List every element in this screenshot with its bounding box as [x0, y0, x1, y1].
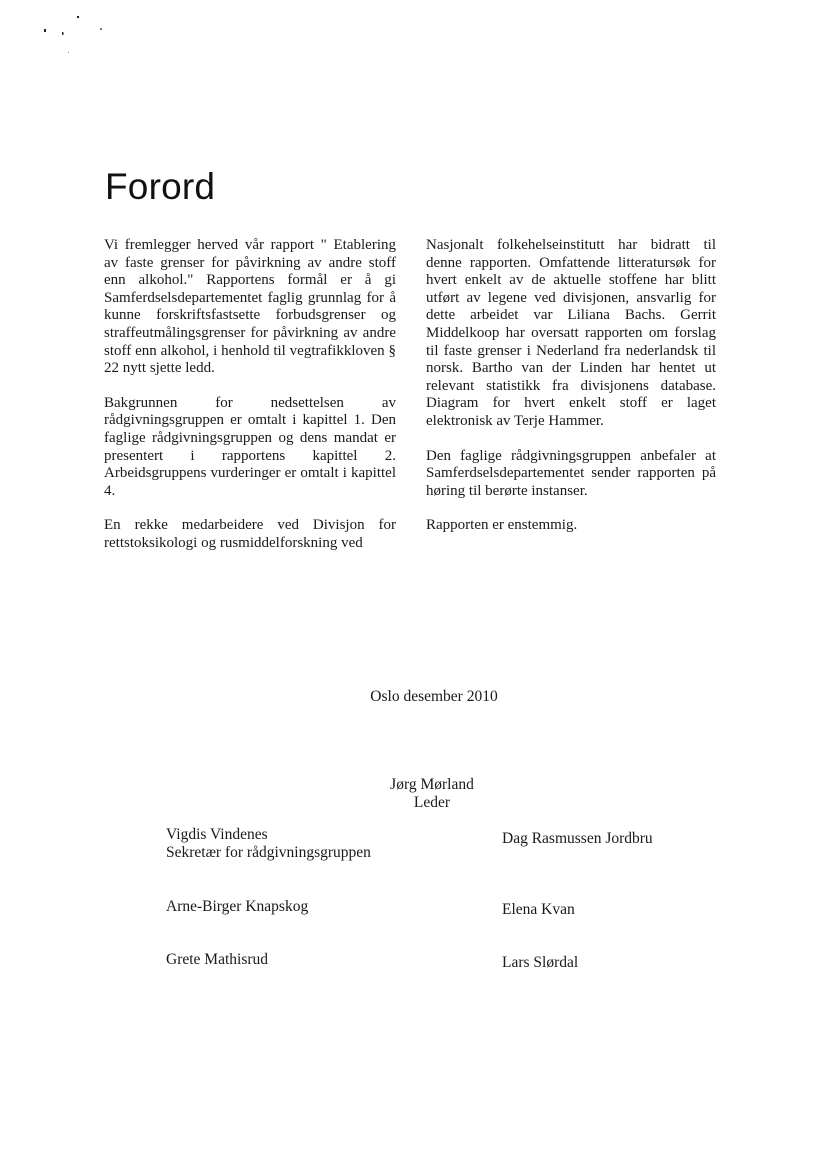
left-text-column — [104, 237, 396, 570]
paragraph: En rekke medarbeidere ved Divisjon for rettstoksikologi og rusmiddelforskning ved — [104, 517, 396, 551]
signatory — [502, 954, 578, 972]
signatory-name: Grete Mathisrud — [166, 951, 269, 968]
leader-name: Jørg Mørland — [390, 776, 474, 793]
signatory — [166, 826, 371, 862]
signatory — [502, 830, 653, 848]
signatory — [166, 898, 308, 916]
signatory — [166, 951, 268, 969]
paragraph: Nasjonalt folkehelseinstitutt har bidratt til denne rapporten. Omfattende litteratursøk for hvert enkelt av de aktuelle stoffene har blitt utført av legene ved divisjonen, ansvarlig for dette arbeidet var Liliana Bachs. Gerrit Middelkoop har oversatt rapporten om forslag til faste grenser i Nederland fra nederlandsk til norsk. Bartho van der Linden har hentet ut relevant statistikk fra divisjonens database. Diagram for hvert enkelt stoff er laget elektronisk av Terje Hammer. — [426, 237, 716, 429]
leader-signature — [372, 776, 492, 812]
signatory-name: Lars Slørdal — [502, 954, 579, 971]
paragraph: Bakgrunnen for nedsettelsen av rådgivningsgruppen er omtalt i kapittel 1. Den faglige rådgivningsgruppen og dens mandat er presentert i rapportens kapittel 2. Arbeidsgruppens vurderinger er omtalt i kapittel 4. — [104, 394, 396, 499]
signatory-name: Dag Rasmussen Jordbru — [502, 830, 653, 847]
signatory-name: Arne-Birger Knapskog — [166, 898, 309, 915]
date-line: Oslo desember 2010 — [370, 688, 498, 705]
paragraph: Den faglige rådgivningsgruppen anbefaler at Samferdselsdepartementet sender rapporten på høring til berørte instanser. — [426, 447, 716, 499]
signatory-name: Vigdis Vindenes — [166, 826, 268, 843]
scan-speck-marks — [40, 12, 120, 62]
signatory-role: Sekretær for rådgivningsgruppen — [166, 844, 371, 861]
signatory — [502, 901, 575, 919]
leader-role: Leder — [413, 794, 451, 811]
page-title: Forord — [105, 166, 216, 207]
paragraph: Vi fremlegger herved vår rapport " Etablering av faste grenser for påvirkning av andre stoff enn alkohol." Rapportens formål er å gi Samferdselsdepartementet faglig grunnlag for å kunne forskriftsfastsette forbudsgrenser og straffeutmålingsgrenser for påvirkning av andre stoff enn alkohol, i henhold til vegtrafikkloven § 22 nytt sjette ledd. — [104, 237, 396, 377]
right-text-column — [426, 237, 716, 552]
paragraph: Rapporten er enstemmig. — [426, 517, 578, 534]
signatory-name: Elena Kvan — [502, 901, 575, 918]
